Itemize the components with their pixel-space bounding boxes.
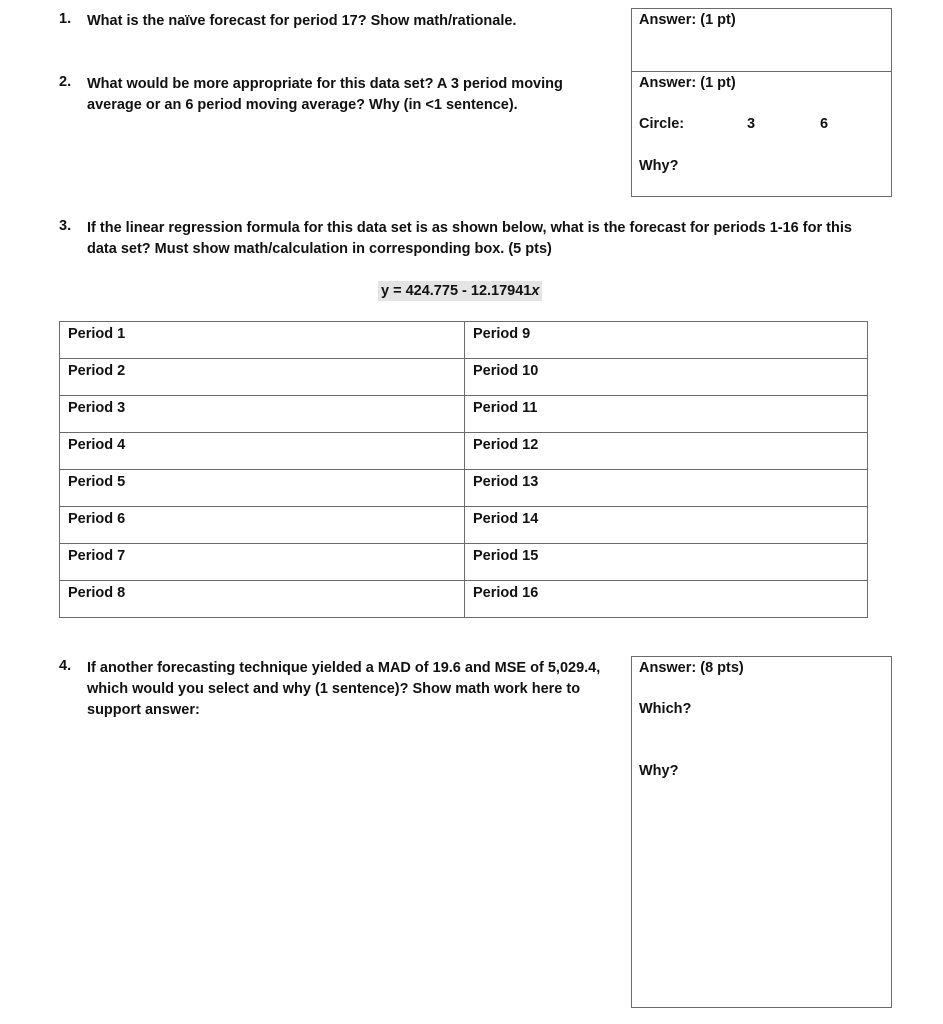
period-cell-1[interactable]: Period 1 (60, 322, 465, 359)
q4-question-line-1: If another forecasting technique yielded a MAD of 19.6 and MSE of 5,029.4, (87, 660, 601, 676)
period-cell-7[interactable]: Period 7 (60, 544, 465, 581)
q2-option-3[interactable]: 3 (747, 116, 756, 132)
period-cell-4[interactable]: Period 4 (60, 433, 465, 470)
q1-question-text: What is the naïve forecast for period 17? Show math/rationale. (87, 13, 517, 29)
table-row (60, 470, 868, 507)
period-cell-15[interactable]: Period 15 (465, 544, 868, 581)
q2-question-text (87, 74, 563, 116)
q4-question-line-2: which would you select and why (1 sentence)? Show math work here to (87, 681, 581, 697)
q4-answer-label: Answer: (8 pts) (639, 660, 744, 676)
regression-formula-expression: y = 424.775 - 12.17941 (381, 283, 532, 299)
period-cell-16[interactable]: Period 16 (465, 581, 868, 618)
q2-number: 2. (59, 74, 72, 90)
period-cell-6[interactable]: Period 6 (60, 507, 465, 544)
period-cell-2[interactable]: Period 2 (60, 359, 465, 396)
period-forecast-table (59, 321, 868, 618)
period-cell-10[interactable]: Period 10 (465, 359, 868, 396)
q4-why-label: Why? (639, 763, 679, 779)
period-cell-9[interactable]: Period 9 (465, 322, 868, 359)
q1-answer-box[interactable] (631, 8, 892, 72)
q2-answer-box[interactable] (631, 71, 892, 197)
q2-question-line-1: What would be more appropriate for this data set? A 3 period moving (87, 76, 563, 92)
q3-question-line-1: If the linear regression formula for this data set is as shown below, what is the forecast for periods 1-16 for this (87, 220, 852, 236)
regression-formula-variable: x (531, 283, 540, 299)
period-cell-14[interactable]: Period 14 (465, 507, 868, 544)
q2-question-line-2: average or an 6 period moving average? Why (in <1 sentence). (87, 97, 518, 113)
period-cell-11[interactable]: Period 11 (465, 396, 868, 433)
period-cell-8[interactable]: Period 8 (60, 581, 465, 618)
q2-option-6[interactable]: 6 (820, 116, 829, 132)
q1-number: 1. (59, 11, 72, 27)
table-row (60, 359, 868, 396)
table-row (60, 322, 868, 359)
period-cell-5[interactable]: Period 5 (60, 470, 465, 507)
q4-number: 4. (59, 658, 72, 674)
table-row (60, 507, 868, 544)
q2-answer-label: Answer: (1 pt) (639, 75, 736, 91)
q4-which-label: Which? (639, 701, 692, 717)
period-cell-13[interactable]: Period 13 (465, 470, 868, 507)
q2-circle-label: Circle: (639, 116, 685, 132)
q3-number: 3. (59, 218, 72, 234)
q4-answer-box[interactable] (631, 656, 892, 1008)
q1-answer-label: Answer: (1 pt) (639, 12, 736, 28)
period-cell-3[interactable]: Period 3 (60, 396, 465, 433)
q4-question-text (87, 658, 600, 721)
table-row (60, 581, 868, 618)
q4-question-line-3: support answer: (87, 702, 200, 718)
q3-question-text (87, 218, 852, 260)
q2-why-label: Why? (639, 158, 679, 174)
table-row (60, 396, 868, 433)
table-row (60, 433, 868, 470)
q3-question-line-2: data set? Must show math/calculation in corresponding box. (5 pts) (87, 241, 552, 257)
regression-formula (378, 281, 542, 301)
table-row (60, 544, 868, 581)
period-cell-12[interactable]: Period 12 (465, 433, 868, 470)
